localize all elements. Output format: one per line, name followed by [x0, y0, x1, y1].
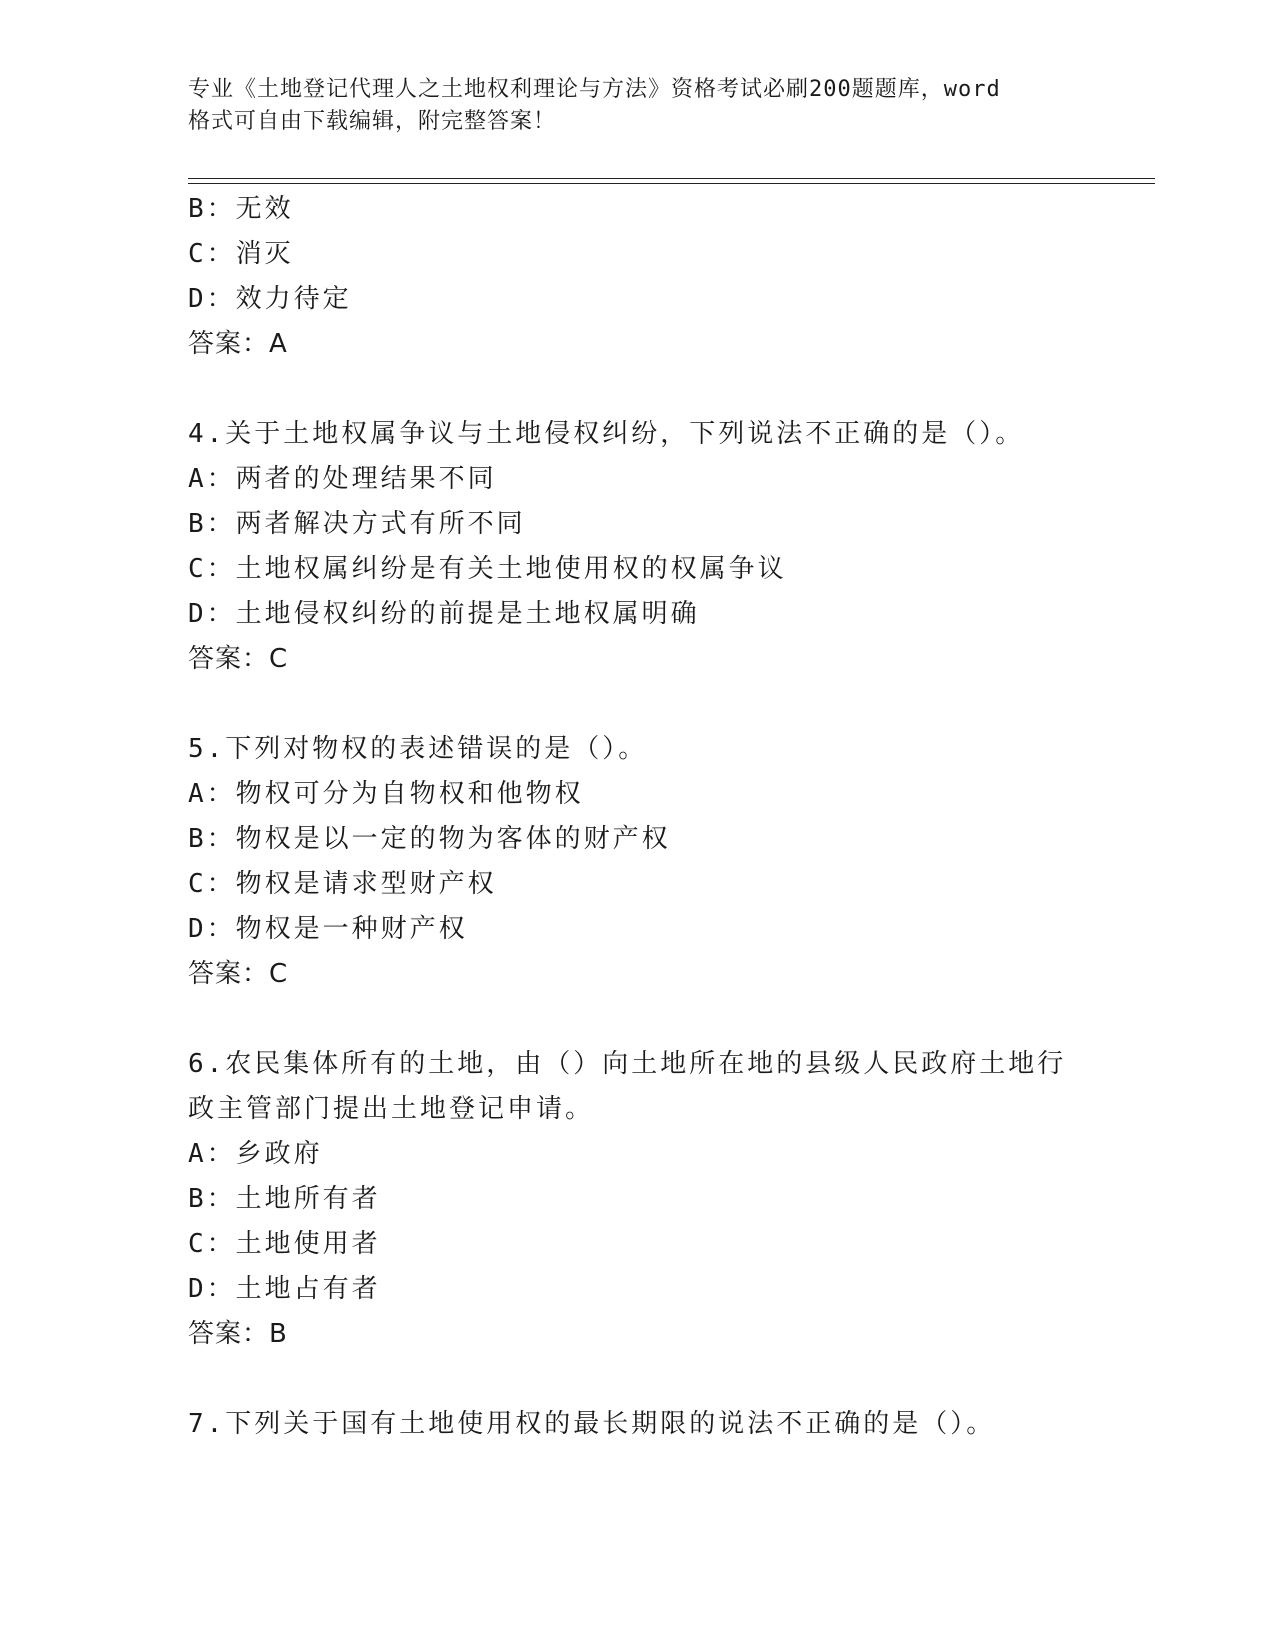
header-title-line-2: 格式可自由下载编辑，附完整答案！	[188, 109, 557, 134]
q5-option-c: C：物权是请求型财产权	[188, 869, 497, 899]
q6-answer: 答案：B	[188, 1319, 288, 1349]
q4-option-b: B：两者解决方式有所不同	[188, 509, 526, 539]
q4-answer: 答案：C	[188, 644, 289, 674]
q6-stem-line-2: 政主管部门提出土地登记申请。	[188, 1094, 595, 1124]
q5-option-d: D：物权是一种财产权	[188, 914, 468, 944]
q6-option-b: B：土地所有者	[188, 1184, 381, 1214]
q3-option-c: C：消灭	[188, 239, 294, 269]
q6-stem-line-1: 6.农民集体所有的土地，由（）向土地所在地的县级人民政府土地行	[188, 1049, 1067, 1079]
q7-stem: 7.下列关于国有土地使用权的最长期限的说法不正确的是（）。	[188, 1409, 996, 1439]
q5-option-b: B：物权是以一定的物为客体的财产权	[188, 824, 671, 854]
q6-option-a: A：乡政府	[188, 1139, 323, 1169]
q5-answer: 答案：C	[188, 959, 289, 989]
header-title-line-1: 专业《土地登记代理人之土地权利理论与方法》资格考试必刷200题题库，word	[188, 77, 1001, 102]
q6-option-d: D：土地占有者	[188, 1274, 381, 1304]
q5-stem: 5.下列对物权的表述错误的是（）。	[188, 734, 648, 764]
q3-answer: 答案：A	[188, 329, 288, 359]
header-divider-top	[188, 178, 1155, 179]
q4-option-c: C：土地权属纠纷是有关土地使用权的权属争议	[188, 554, 787, 584]
q4-option-a: A：两者的处理结果不同	[188, 464, 497, 494]
q4-stem: 4.关于土地权属争议与土地侵权纠纷，下列说法不正确的是（）。	[188, 419, 1025, 449]
header-divider-bottom	[188, 183, 1155, 184]
q4-option-d: D：土地侵权纠纷的前提是土地权属明确	[188, 599, 700, 629]
q3-option-d: D：效力待定	[188, 284, 352, 314]
document-header	[188, 74, 1068, 138]
q5-option-a: A：物权可分为自物权和他物权	[188, 779, 584, 809]
q6-option-c: C：土地使用者	[188, 1229, 381, 1259]
q3-option-b: B：无效	[188, 194, 294, 224]
